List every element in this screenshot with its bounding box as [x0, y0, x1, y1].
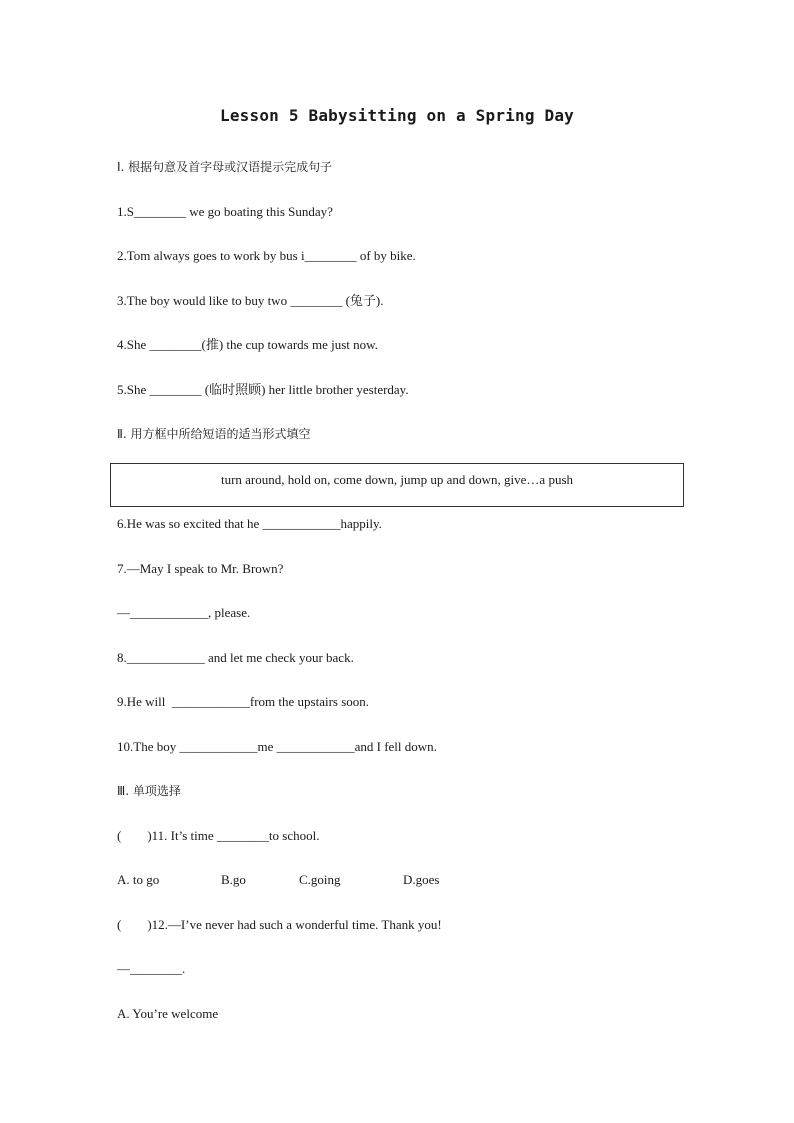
q11-option-d: D.goes — [403, 872, 440, 887]
phrase-list: turn around, hold on, come down, jump up and down, give…a push — [220, 472, 574, 487]
q11-option-a: A. to go — [117, 872, 160, 887]
question-4: 4.She ________(推) the cup towards me just now. — [117, 337, 378, 352]
section-heading-1: Ⅰ. 根据句意及首字母或汉语提示完成句子 — [117, 160, 333, 174]
question-9: 9.He will ____________from the upstairs soon. — [117, 694, 370, 709]
question-12-answer: —________. — [117, 961, 186, 976]
question-11: ( )11. It’s time ________to school. — [117, 828, 320, 843]
question-5: 5.She ________ (临时照顾) her little brother yesterday. — [117, 382, 409, 397]
q11-option-b: B.go — [221, 872, 246, 887]
question-12: ( )12.—I’ve never had such a wonderful time. Thank you! — [117, 917, 442, 932]
q11-option-c: C.going — [299, 872, 341, 887]
question-3: 3.The boy would like to buy two ________ (兔子). — [117, 293, 384, 308]
question-1: 1.S________ we go boating this Sunday? — [117, 204, 333, 219]
question-10: 10.The boy ____________me ____________and I fell down. — [117, 739, 437, 754]
page-title: Lesson 5 Babysitting on a Spring Day — [220, 106, 574, 125]
question-7: 7.—May I speak to Mr. Brown? — [117, 561, 284, 576]
question-8: 8.____________ and let me check your back. — [117, 650, 354, 665]
section-heading-3: Ⅲ. 单项选择 — [117, 784, 181, 798]
section-heading-2: Ⅱ. 用方框中所给短语的适当形式填空 — [117, 427, 311, 441]
q12-option-a: A. You’re welcome — [117, 1006, 219, 1021]
question-6: 6.He was so excited that he ____________happily. — [117, 516, 382, 531]
question-2: 2.Tom always goes to work by bus i________ of by bike. — [117, 248, 416, 263]
phrase-box — [110, 463, 684, 507]
question-7-answer: —____________, please. — [117, 605, 251, 620]
